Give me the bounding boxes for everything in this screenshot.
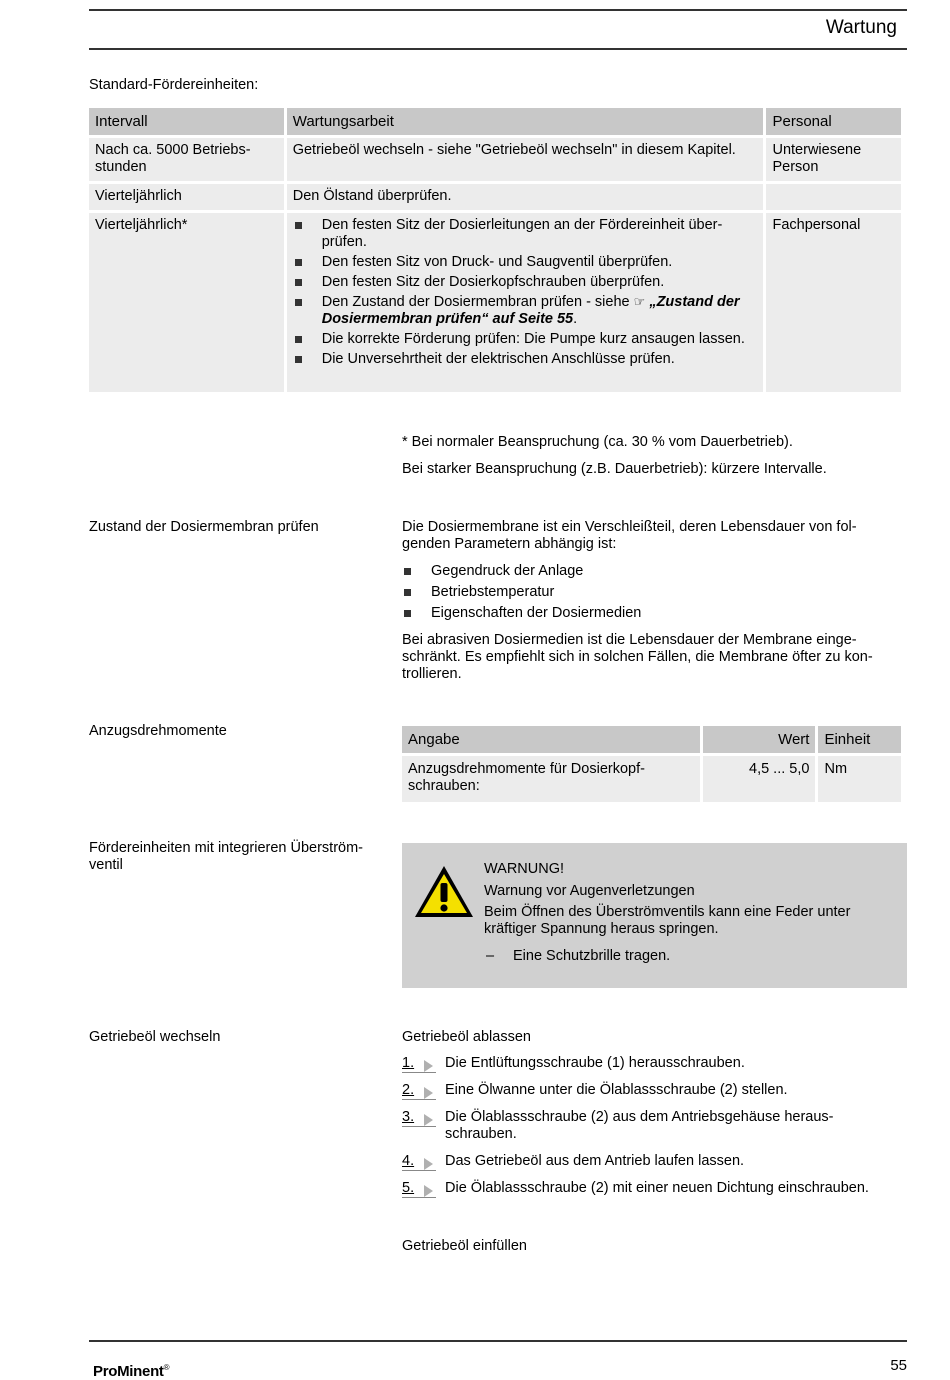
bullet-square-icon <box>404 610 411 617</box>
membrane-heading: Zustand der Dosiermembran prüfen <box>89 519 319 535</box>
list-item: Die korrekte Förderung prüfen: Die Pumpe kurz ansaugen lassen. <box>293 331 758 348</box>
torque-table <box>399 723 904 805</box>
pointing-hand-icon: ☞ <box>633 295 646 310</box>
arrow-right-icon <box>424 1158 433 1170</box>
table-row <box>89 213 901 392</box>
value-cell: 4,5 ... 5,0 <box>703 756 816 802</box>
bullet-square-icon <box>295 279 302 286</box>
arrow-right-icon <box>424 1060 433 1072</box>
column-header-personnel: Personal <box>766 108 901 135</box>
prominent-logo: ProMinent® <box>93 1363 170 1380</box>
step-number: 4. <box>402 1153 415 1169</box>
interval-cell <box>89 138 284 181</box>
interval-text: Nach ca. 5000 Betriebs-stunden <box>95 142 251 175</box>
column-header-interval: Intervall <box>89 108 284 135</box>
footnote-heavy-load: Bei starker Beanspruchung (z.B. Dauerbetrieb): kürzere Intervalle. <box>402 461 827 477</box>
footnote-normal-load: * Bei normaler Beanspruchung (ca. 30 % vom Dauerbetrieb). <box>402 434 793 450</box>
gear-oil-heading: Getriebeöl wechseln <box>89 1029 221 1045</box>
bullet-square-icon <box>295 259 302 266</box>
page-title: Wartung <box>825 17 897 38</box>
work-cell <box>287 213 764 392</box>
personnel-cell: Fachpersonal <box>766 213 901 392</box>
list-item: Gegendruck der Anlage <box>402 563 902 580</box>
bullet-square-icon <box>295 299 302 306</box>
membrane-note: Bei abrasiven Dosiermedien ist die Lebensdauer der Membrane einge-schränkt. Es empfiehlt sich in solchen Fällen, die Membrane öfter zu kon-trollieren. <box>402 632 873 682</box>
bullet-square-icon <box>404 568 411 575</box>
table-row <box>89 138 901 181</box>
page-number: 55 <box>890 1357 907 1374</box>
warning-triangle-icon <box>412 863 476 921</box>
list-item: 2. Eine Ölwanne unter die Ölablassschraube (2) stellen. <box>402 1082 788 1098</box>
warning-box <box>402 843 907 988</box>
membrane-parameter-list <box>402 563 902 626</box>
footer-rule <box>89 1340 907 1342</box>
arrow-right-icon <box>424 1114 433 1126</box>
list-item: Den festen Sitz von Druck- und Saugventil überprüfen. <box>293 254 758 271</box>
maintenance-table <box>86 105 904 395</box>
list-item: 5. Die Ölablassschraube (2) mit einer neuen Dichtung einschrauben. <box>402 1180 869 1196</box>
fill-heading: Getriebeöl einfüllen <box>402 1238 527 1254</box>
list-item: Die Unversehrtheit der elektrischen Anschlüsse prüfen. <box>293 351 758 368</box>
list-item: Den festen Sitz der Dosierleitungen an der Fördereinheit über-prüfen. <box>293 217 758 251</box>
list-item: 3. Die Ölablassschraube (2) aus dem Antriebsgehäuse heraus-schrauben. <box>402 1109 834 1142</box>
warning-action: – Eine Schutzbrille tragen. <box>486 948 671 964</box>
step-number: 1. <box>402 1055 415 1071</box>
step-number: 3. <box>402 1109 415 1125</box>
step-underline <box>402 1126 436 1127</box>
interval-cell: Vierteljährlich* <box>89 213 284 392</box>
work-cell: Den Ölstand überprüfen. <box>287 184 764 210</box>
specification-cell: Anzugsdrehmomente für Dosierkopf-schrauben: <box>402 756 700 802</box>
drain-heading: Getriebeöl ablassen <box>402 1029 531 1045</box>
column-header-specification: Angabe <box>402 726 700 753</box>
table-row <box>402 756 901 802</box>
bullet-square-icon <box>404 589 411 596</box>
list-item: Den festen Sitz der Dosierkopfschrauben überprüfen. <box>293 274 758 291</box>
list-item: Eigenschaften der Dosiermedien <box>402 605 902 622</box>
dash-icon: – <box>486 948 495 964</box>
list-item: 1. Die Entlüftungsschraube (1) herausschrauben. <box>402 1055 745 1071</box>
bullet-square-icon <box>295 356 302 363</box>
interval-cell: Vierteljährlich <box>89 184 284 210</box>
personnel-cell: Unterwiesene Person <box>766 138 901 181</box>
torque-heading: Anzugsdrehmomente <box>89 723 227 739</box>
header-rule <box>89 48 907 50</box>
step-number: 2. <box>402 1082 415 1098</box>
list-item: Den Zustand der Dosiermembran prüfen - siehe ☞ „Zustand der Dosiermembran prüfen“ auf Seite 55. <box>293 294 758 328</box>
work-cell: Getriebeöl wechseln - siehe "Getriebeöl wechseln" in diesem Kapitel. <box>287 138 764 181</box>
step-number: 5. <box>402 1180 415 1196</box>
step-underline <box>402 1197 436 1198</box>
maintenance-task-list <box>293 217 758 368</box>
column-header-unit: Einheit <box>818 726 901 753</box>
warning-content <box>484 861 894 965</box>
overflow-valve-heading: Fördereinheiten mit integrieren Überström-ventil <box>89 840 363 873</box>
arrow-right-icon <box>424 1185 433 1197</box>
list-item: Betriebstemperatur <box>402 584 902 601</box>
table-row <box>89 184 901 210</box>
table-header-row <box>402 726 901 753</box>
membrane-intro: Die Dosiermembrane ist ein Verschleißteil, deren Lebensdauer von fol-genden Parametern abhängig ist: <box>402 519 857 552</box>
step-underline <box>402 1072 436 1073</box>
standard-heading: Standard-Fördereinheiten: <box>89 77 259 93</box>
column-header-work: Wartungsarbeit <box>287 108 764 135</box>
step-underline <box>402 1099 436 1100</box>
cross-reference-link[interactable]: „Zustand der Dosiermembran prüfen“ auf Seite 55 <box>321 294 740 327</box>
personnel-cell <box>766 184 901 210</box>
bullet-square-icon <box>295 336 302 343</box>
unit-cell: Nm <box>818 756 901 802</box>
table-header-row <box>89 108 901 135</box>
column-header-value: Wert <box>703 726 816 753</box>
arrow-right-icon <box>424 1087 433 1099</box>
warning-title: Warnung vor Augenverletzungen <box>484 883 695 899</box>
drain-step-list <box>402 1055 902 1207</box>
warning-label: WARNUNG! <box>484 861 565 877</box>
warning-text: Beim Öffnen des Überströmventils kann eine Feder unter kräftiger Spannung heraus springen. <box>484 904 851 937</box>
list-item: 4. Das Getriebeöl aus dem Antrieb laufen lassen. <box>402 1153 745 1169</box>
bullet-square-icon <box>295 222 302 229</box>
top-rule <box>89 9 907 11</box>
step-underline <box>402 1170 436 1171</box>
